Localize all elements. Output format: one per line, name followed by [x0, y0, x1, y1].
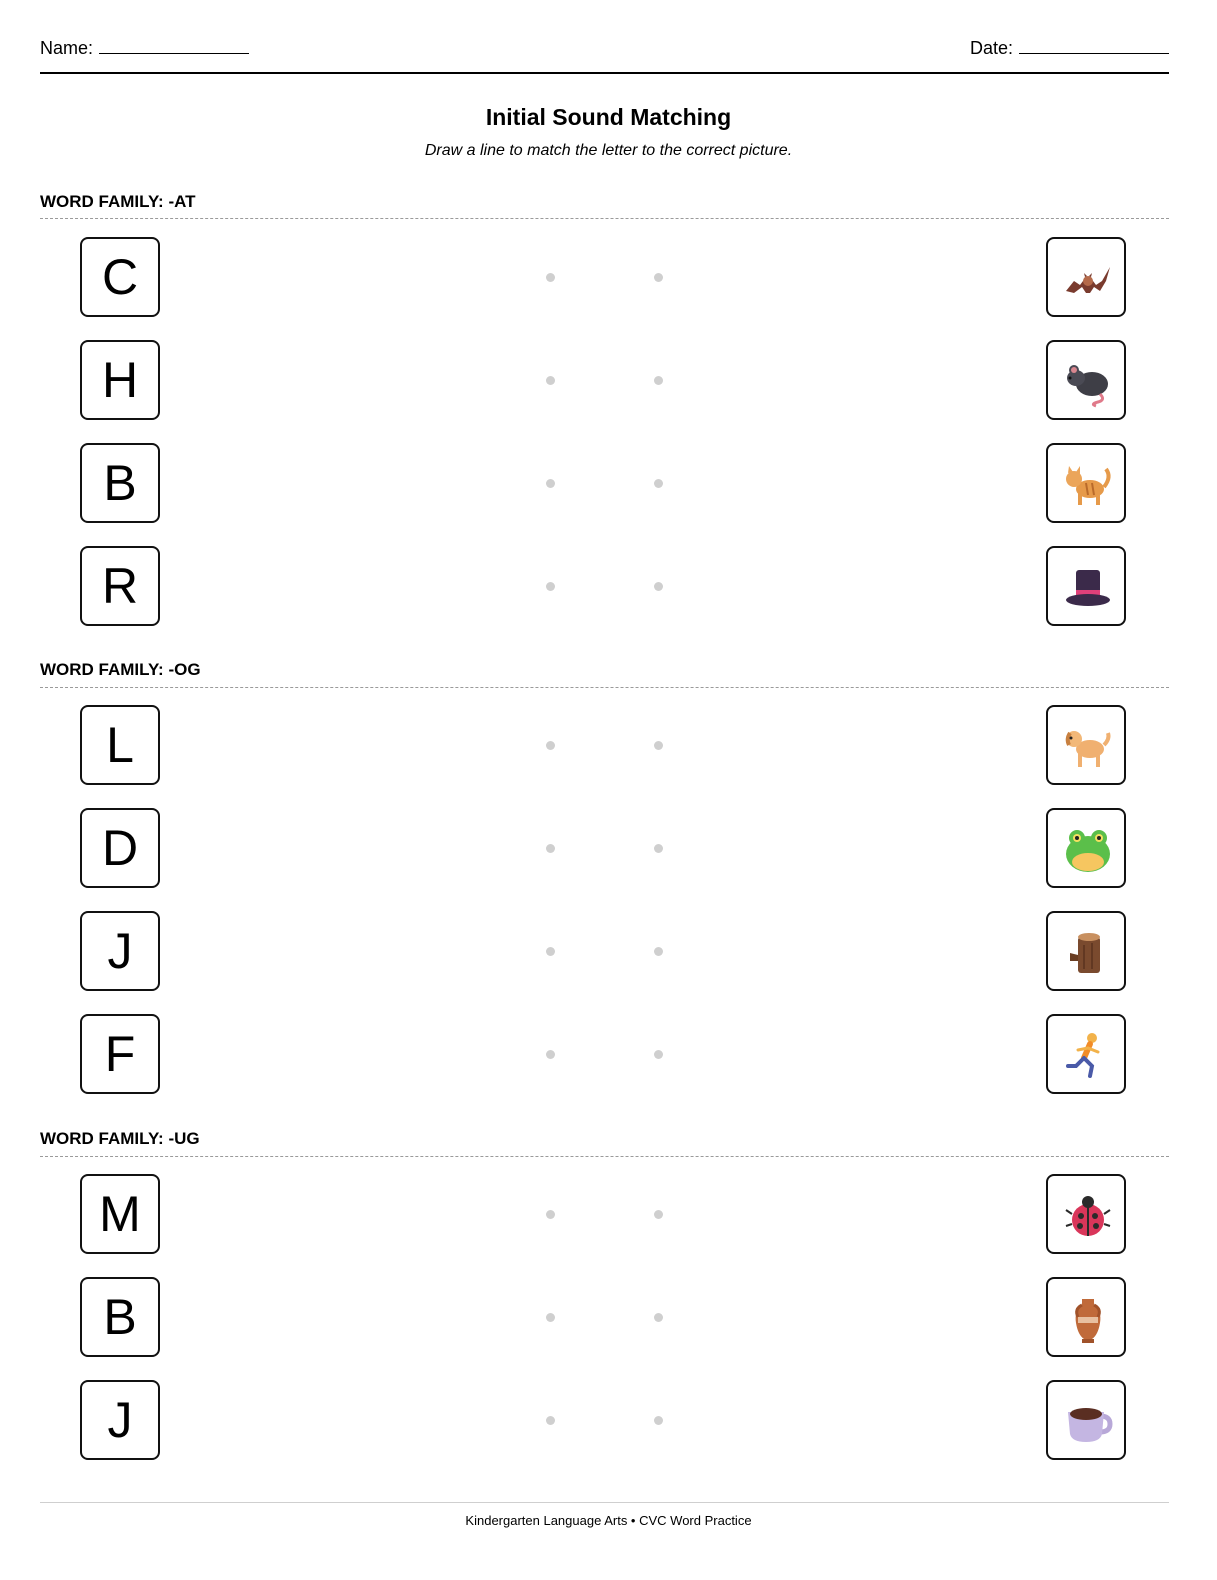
picture-dot[interactable] [654, 741, 663, 750]
top-hat-icon [1060, 560, 1116, 616]
letter-card[interactable]: H [80, 340, 160, 420]
picture-card[interactable] [1046, 340, 1126, 420]
mug-icon [1060, 1394, 1116, 1450]
picture-dot[interactable] [654, 844, 663, 853]
jogger-icon [1060, 1028, 1116, 1084]
worksheet-title: Initial Sound Matching [485, 104, 732, 130]
picture-dot[interactable] [654, 479, 663, 488]
letter-card[interactable]: M [80, 1174, 160, 1254]
log-icon [1060, 925, 1116, 981]
rat-icon [1060, 354, 1116, 410]
letter-dot[interactable] [546, 582, 555, 591]
picture-dot[interactable] [654, 1210, 663, 1219]
letter-dot[interactable] [546, 1313, 555, 1322]
letter-dot[interactable] [546, 741, 555, 750]
worksheet-header [40, 38, 1169, 74]
footer-divider [40, 1502, 1169, 1503]
picture-dot[interactable] [654, 1416, 663, 1425]
picture-card[interactable] [1046, 1174, 1126, 1254]
bat-icon [1060, 251, 1116, 307]
letter-dot[interactable] [546, 1416, 555, 1425]
letter-card[interactable]: B [80, 443, 160, 523]
frog-icon [1060, 822, 1116, 878]
letter-dot[interactable] [546, 1050, 555, 1059]
ladybug-icon [1060, 1188, 1116, 1244]
picture-card[interactable] [1046, 443, 1126, 523]
section-title-at: WORD FAMILY: -AT [40, 192, 196, 211]
letter-card[interactable]: J [80, 911, 160, 991]
letter-card[interactable]: F [80, 1014, 160, 1094]
picture-card[interactable] [1046, 1014, 1126, 1094]
section-divider [40, 687, 1169, 688]
name-field[interactable] [40, 38, 249, 59]
letter-dot[interactable] [546, 479, 555, 488]
footer-text: Kindergarten Language Arts • CVC Word Practice [465, 1513, 752, 1528]
name-blank[interactable] [99, 52, 249, 54]
picture-dot[interactable] [654, 947, 663, 956]
picture-card[interactable] [1046, 911, 1126, 991]
letter-dot[interactable] [546, 844, 555, 853]
cat-icon [1060, 457, 1116, 513]
letter-dot[interactable] [546, 947, 555, 956]
section-divider [40, 218, 1169, 219]
jug-icon [1060, 1291, 1116, 1347]
picture-card[interactable] [1046, 705, 1126, 785]
worksheet-instructions: Draw a line to match the letter to the correct picture. [424, 142, 793, 159]
date-label: Date: [969, 38, 1013, 58]
picture-card[interactable] [1046, 1380, 1126, 1460]
picture-card[interactable] [1046, 546, 1126, 626]
picture-card[interactable] [1046, 1277, 1126, 1357]
letter-dot[interactable] [546, 1210, 555, 1219]
letter-card[interactable]: C [80, 237, 160, 317]
section-title-ug: WORD FAMILY: -UG [40, 1129, 200, 1148]
letter-card[interactable]: R [80, 546, 160, 626]
picture-dot[interactable] [654, 273, 663, 282]
picture-dot[interactable] [654, 1313, 663, 1322]
date-field[interactable] [970, 38, 1169, 59]
letter-card[interactable]: B [80, 1277, 160, 1357]
dog-icon [1060, 719, 1116, 775]
picture-card[interactable] [1046, 808, 1126, 888]
name-label: Name: [40, 38, 94, 58]
letter-card[interactable]: J [80, 1380, 160, 1460]
letter-card[interactable]: D [80, 808, 160, 888]
picture-dot[interactable] [654, 582, 663, 591]
picture-dot[interactable] [654, 1050, 663, 1059]
section-title-og: WORD FAMILY: -OG [40, 660, 201, 679]
picture-dot[interactable] [654, 376, 663, 385]
letter-dot[interactable] [546, 273, 555, 282]
letter-card[interactable]: L [80, 705, 160, 785]
picture-card[interactable] [1046, 237, 1126, 317]
letter-dot[interactable] [546, 376, 555, 385]
section-divider [40, 1156, 1169, 1157]
date-blank[interactable] [1019, 52, 1169, 54]
